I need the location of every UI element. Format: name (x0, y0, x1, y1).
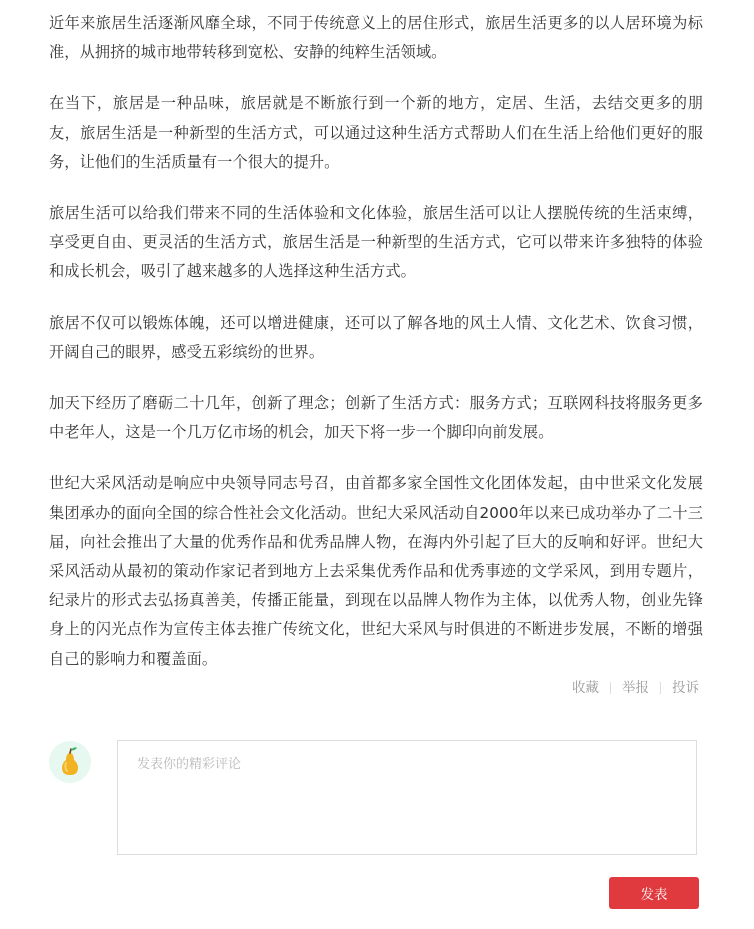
avatar (49, 741, 91, 783)
article-paragraph: 旅居生活可以给我们带来不同的生活体验和文化体验，旅居生活可以让人摆脱传统的生活束缚，享受更自由、更灵活的生活方式，旅居生活是一种新型的生活方式，它可以带来许多独特的体验和成长机会，吸引了越来越多的人选择这种生活方式。 (49, 204, 703, 281)
report-button[interactable]: 举报 (622, 680, 649, 696)
action-divider (660, 682, 661, 694)
action-divider (610, 682, 611, 694)
article-paragraph: 加天下经历了磨砺二十几年，创新了理念；创新了生活方式：服务方式；互联网科技将服务更多中老年人，这是一个几万亿市场的机会，加天下将一步一个脚印向前发展。 (49, 394, 703, 442)
submit-comment-button[interactable]: 发表 (609, 877, 699, 909)
comment-input[interactable] (117, 740, 697, 855)
article-paragraph: 旅居不仅可以锻炼体魄，还可以增进健康，还可以了解各地的风土人情、文化艺术、饮食习惯，开阔自己的眼界，感受五彩缤纷的世界。 (49, 313, 703, 361)
article-paragraph: 近年来旅居生活逐渐风靡全球，不同于传统意义上的居住形式，旅居生活更多的以人居环境为标准，从拥挤的城市地带转移到宽松、安静的纯粹生活领域。 (49, 14, 703, 62)
article-paragraph: 在当下，旅居是一种品味，旅居就是不断旅行到一个新的地方，定居、生活，去结交更多的朋友，旅居生活是一种新型的生活方式，可以通过这种生活方式帮助人们在生活上给他们更好的服务，让他们的生活质量有一个很大的提升。 (49, 94, 703, 171)
favorite-button[interactable]: 收藏 (572, 680, 599, 696)
article-body (49, 9, 703, 674)
article-actions (572, 678, 699, 698)
article-paragraph: 世纪大采风活动是响应中央领导同志号召，由首都多家全国性文化团体发起，由中世采文化发展集团承办的面向全国的综合性社会文化活动。世纪大采风活动自2000年以来已成功举办了二十三届，向社会推出了大量的优秀作品和优秀品牌人物，在海内外引起了巨大的反响和好评。世纪大采风活动从最初的策动作家记者到地方上去采集优秀作品和优秀事迹的文学采风，到用专题片，纪录片的形式去弘扬真善美，传播正能量，到现在以品牌人物作为主体，以优秀人物，创业先锋身上的闪光点作为宣传主体去推广传统文化，世纪大采风与时俱进的不断进步发展，不断的增强自己的影响力和覆盖面。 (49, 474, 703, 668)
complain-button[interactable]: 投诉 (672, 680, 699, 696)
pear-avatar-icon (49, 741, 91, 783)
